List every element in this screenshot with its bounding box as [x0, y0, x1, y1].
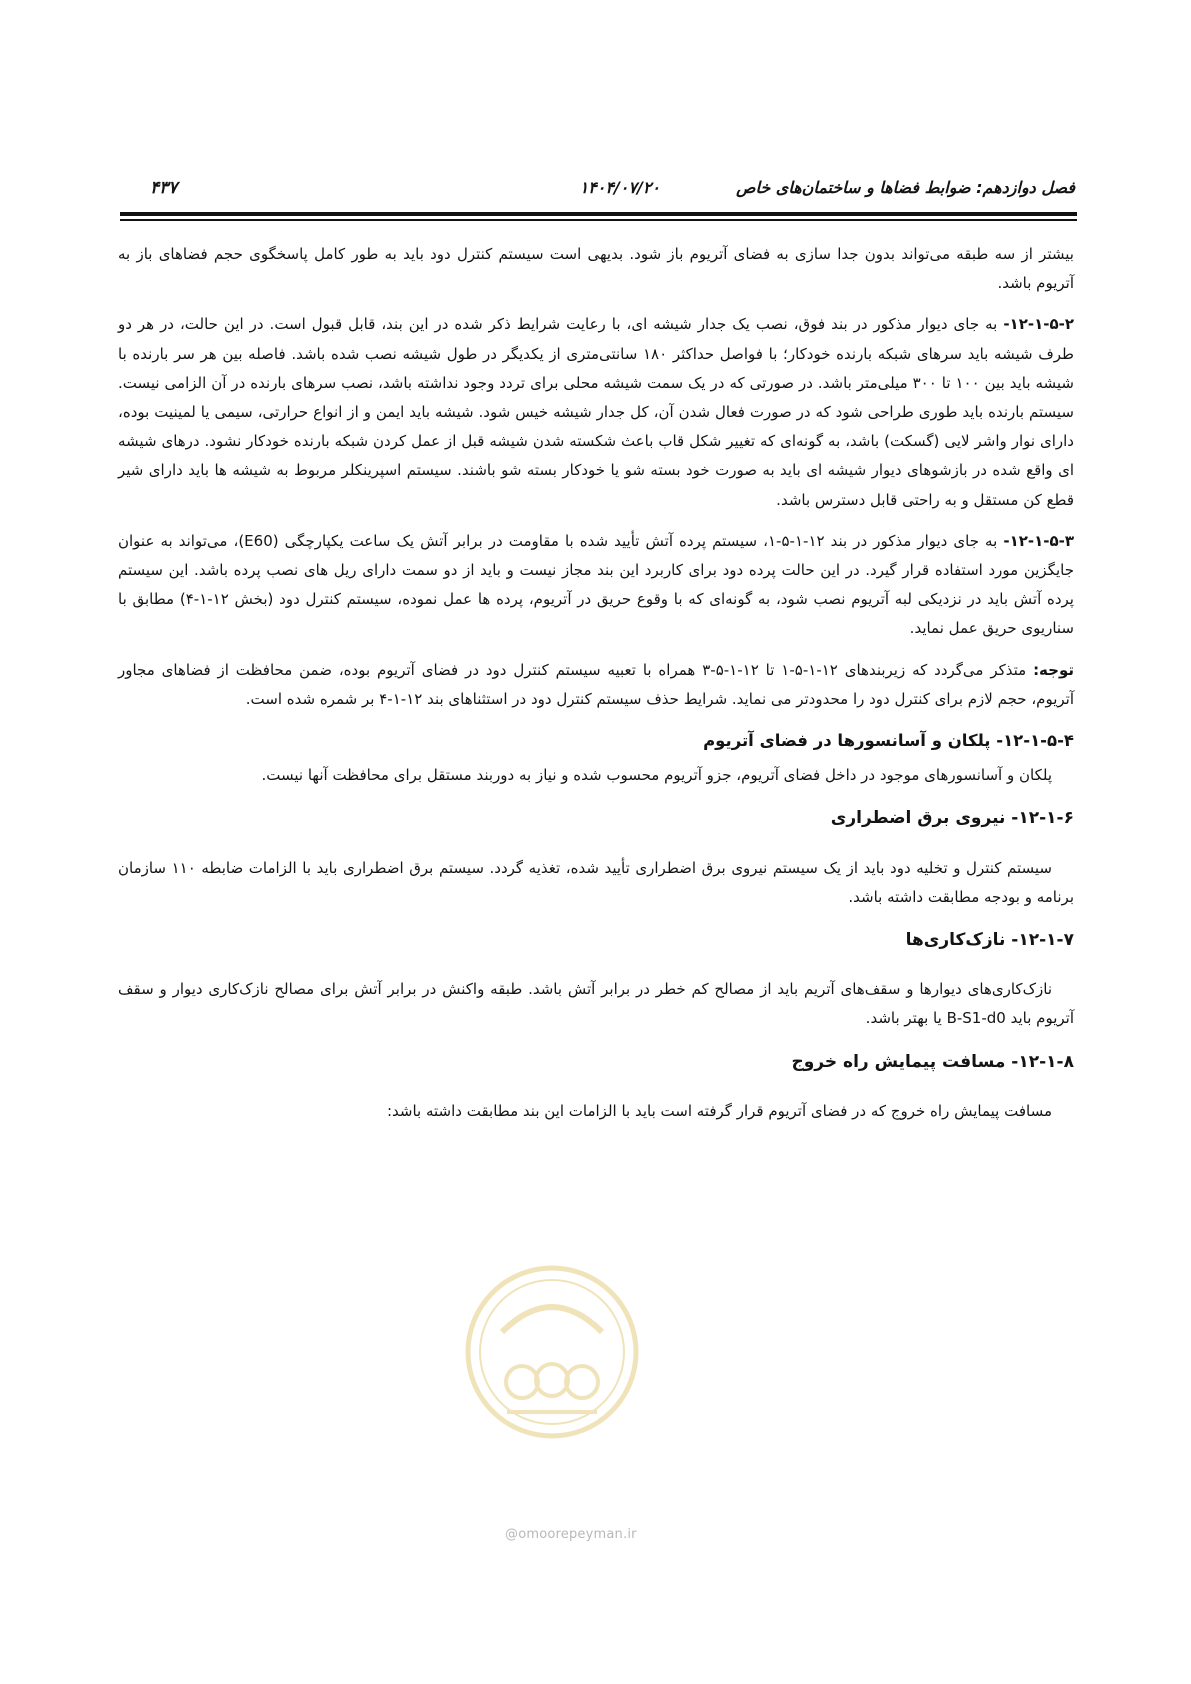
- clause-12-1-5-2: [118, 310, 1074, 514]
- page-body: [118, 240, 1074, 1138]
- chapter-title: فصل دوازدهم: ضوابط فضاها و ساختمان‌های خاص: [736, 178, 1075, 197]
- header-rule-thin: [120, 219, 1077, 221]
- watermark-url: @omoorepeyman.ir: [505, 1527, 637, 1542]
- header-rule-thick: [120, 212, 1077, 216]
- watermark-logo-icon: [462, 1262, 642, 1442]
- heading-12-1-7: ۱۲-۱-۷- نازک‌کاری‌ها: [905, 930, 1074, 951]
- clause-12-1-8-text: مسافت پیمایش راه خروج که در فضای آتریوم قرار گرفته است باید با الزامات این بند مطابقت داشته باشد:: [386, 1101, 1052, 1120]
- note-paragraph: [118, 656, 1074, 714]
- clause-12-1-6-text: سیستم کنترل و تخلیه دود باید از یک سیستم نیروی برق اضطراری تأیید شده، تغذیه گردد. سیستم برق اضطراری باید با الزامات ضابطه ۱۱۰ سازمان برنامه و بودجه مطابقت داشته باشد.: [118, 858, 1074, 906]
- page-number: ۴۳۷: [150, 178, 178, 198]
- clause-number: ۱۲-۱-۵-۳-: [1003, 531, 1075, 550]
- intro-paragraph: بیشتر از سه طبقه می‌تواند بدون جدا سازی به فضای آتریوم باز شود. بدیهی است سیستم کنترل دود باید به طور کامل پاسخگوی حجم فضاهای باز به آتریوم باشد.: [118, 245, 1074, 293]
- clause-12-1-5-3: [118, 527, 1074, 644]
- clause-12-1-7-text: نازک‌کاری‌های دیوارها و سقف‌های آتریم باید از مصالح کم خطر در برابر آتش باشد. طبقه واکنش در برابر آتش برای مصالح نازک‌کاری دیوار و سقف آتریوم باید B-S1-d0 یا بهتر باشد.: [118, 980, 1074, 1028]
- running-header: [120, 178, 1075, 210]
- note-label: توجه:: [1033, 660, 1075, 679]
- heading-12-1-5-4: ۱۲-۱-۵-۴- پلکان و آسانسورها در فضای آتریوم: [703, 731, 1074, 751]
- clause-number: ۱۲-۱-۵-۲-: [1003, 315, 1074, 334]
- clause-12-1-5-4-text: پلکان و آسانسورهای موجود در داخل فضای آتریوم، جزو آتریوم محسوب شده و نیاز به دوربند مستقل برای محافظت آنها نیست.: [261, 766, 1052, 785]
- note-text: متذکر می‌گردد که زیربندهای ۱۲-۱-۵-۱ تا ۱۲-۱-۵-۳ همراه با تعبیه سیستم کنترل دود در فضای آتریوم بوده، ضمن محافظت از فضاهای مجاور آتریوم، حجم لازم برای کنترل دود را محدودتر می نماید. شرایط حذف سیستم کنترل دود در استثناهای بند ۱۲-۱-۴ بر شمره شده است.: [118, 660, 1074, 708]
- header-date: ۱۴۰۴/۰۷/۲۰: [579, 178, 660, 197]
- heading-12-1-6: ۱۲-۱-۶- نیروی برق اضطراری: [830, 808, 1074, 829]
- clause-text: به جای دیوار مذکور در بند ۱۲-۱-۵-۱، سیستم پرده آتش تأیید شده با مقاومت در برابر آتش یک ساعت یکپارچگی (E60)، می‌تواند به عنوان جایگزین مورد استفاده قرار گیرد. در این حالت پرده دود برای کاربرد این بند مجاز نیست و باید از دو سمت دارای ریل های نصب پرده باشد. این سیستم پرده آتش باید در نزدیکی لبه آتریوم نصب شود، به گونه‌ای که با وقوع حریق در آتریوم، پرده ها عمل نموده، سیستم کنترل دود (بخش ۱۲-۱-۴) مطابق با سناریوی حریق عمل نماید.: [118, 531, 1074, 638]
- heading-12-1-8: ۱۲-۱-۸- مسافت پیمایش راه خروج: [791, 1051, 1074, 1072]
- clause-text: به جای دیوار مذکور در بند فوق، نصب یک جدار شیشه ای، با رعایت شرایط ذکر شده در این بند، قابل قبول است. در این حالت، در هر دو طرف شیشه باید سرهای شبکه بارنده خودکار؛ با فواصل حداکثر ۱۸۰ سانتی‌متری از یکدیگر در طول شیشه نصب شده باشد. فاصله بین هر سر بارنده با شیشه باید بین ۱۰۰ تا ۳۰۰ میلی‌متر باشد. در صورتی که در یک سمت شیشه محلی برای تردد وجود نداشته باشد، نصب سرهای بارنده در آن الزامی نیست. سیستم بارنده باید طوری طراحی شود که در صورت فعال شدن آن، کل جدار شیشه خیس شود. شیشه باید ایمن و از انواع حرارتی، سیمی یا لمینیت بوده، دارای نوار واشر لایی (گسکت) باشد، به گونه‌ای که تغییر شکل قاب باعث شکسته شدن شیشه قبل از عمل کردن شبکه بارنده خودکار نشود. درهای شیشه ای واقع شده در بازشوهای دیوار شیشه ای باید به صورت خود بسته شو یا خودکار بسته شو باشند. سیستم اسپرینکلر مربوط به شیشه ها باید دارای شیر قطع کن مستقل و به راحتی قابل دسترس باشد.: [118, 315, 1074, 509]
